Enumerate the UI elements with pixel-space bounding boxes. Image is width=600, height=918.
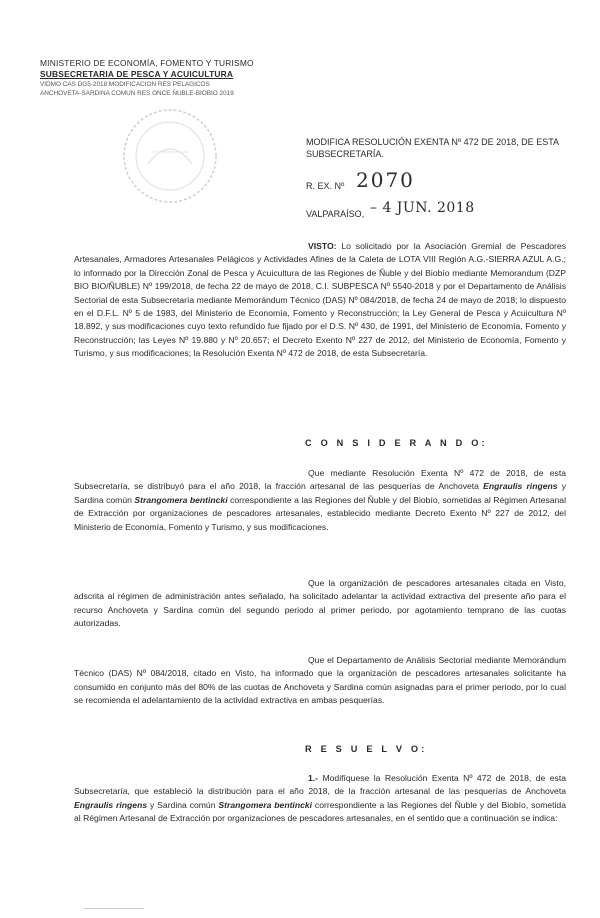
visto-label: VISTO:: [308, 241, 337, 251]
species-name-sardina: Strangomera bentincki: [218, 799, 313, 810]
resuelvo-heading: R E S U E L V O:: [305, 744, 428, 754]
ministry-name: MINISTERIO DE ECONOMÍA, FOMENTO Y TURISMO: [40, 58, 254, 68]
page-bottom-mark: [84, 908, 144, 909]
species-name-anchoveta: Engraulis ringens: [483, 481, 558, 492]
ministry-header: [40, 58, 270, 98]
resolution-number: 2070: [356, 168, 415, 192]
resolution-subject: MODIFICA RESOLUCIÓN EXENTA Nº 472 DE 2018, DE ESTA SUBSECRETARÍA.: [306, 137, 559, 159]
visto-text: Lo solicitado por la Asociación Gremial de Pescadores Artesanales, Armadores Artesanales Pelágicos y Actividades Afines de la Caleta de LOTA VIII Región A.G.-SIERRA AZUL A.G.; lo informado por la Dirección Zonal de Pesca y Acuicultura de las Regiones de Ñuble y del Biobío mediante Memorandum (DZP BIO BIO/ÑUBLE) Nº 199/2018, de fecha 22 de mayo de 2018, C.I. SUBPESCA Nº 5540-2018 y por el Departamento de Análisis Sectorial de esta Subsecretaría mediante Memorándum Técnico (DAS) Nº 084/2018, de fecha 24 de mayo de 2018; lo dispuesto en el D.F.L. Nº 5 de 1983, del Ministerio de Economía, Fomento y Reconstrucción; la Ley General de Pesca y Acuicultura Nº 18.892, y sus modificaciones cuyo texto refundido fue fijado por el D.S. Nº 430, de 1991, del Ministerio de Economía, Fomento y Reconstrucción; las Leyes Nº 19.880 y Nº 20.657; el Decreto Exento Nº 227 de 2012, del Ministerio de Economía, Fomento y Turismo, y sus modificaciones; la Resolución Exenta Nº 472 de 2018, de esta Subsecretaría.: [74, 241, 566, 359]
official-seal-stamp: [118, 104, 222, 208]
file-reference-line-2: ANCHOVETA-SARDINA COMUN RES ONCE ÑUBLE-BIOBIO 2019: [40, 90, 234, 97]
considerando-heading: C O N S I D E R A N D O:: [305, 438, 488, 448]
visto-paragraph: [74, 240, 566, 361]
considerando-paragraph-2: Que la organización de pescadores artesanales citada en Visto, adscrita al régimen de administración antes señalado, ha solicitado adelantar la actividad extractiva del presente año para el recurso Anchoveta y Sardina común del segundo periodo al primer periodo, por agotamiento temprano de las cuotas autorizadas.: [74, 578, 566, 629]
resolution-number-label: R. EX. Nº: [306, 181, 345, 191]
species-name-sardina: Strangomera bentincki: [134, 494, 228, 505]
resuelvo-item-number: 1.-: [308, 773, 319, 783]
resolution-date: – 4 JUN. 2018: [370, 200, 475, 216]
resuelvo-paragraph-1: 1.- Modifíquese la Resolución Exenta Nº 472 de 2018, de esta Subsecretaría, que estableció la distribución para el año 2018, de la fracción artesanal de las pesquerías de Anchoveta Engraulis ringens y Sardina común Strangomera bentincki correspondiente a las Regiones del Ñuble y del Biobío, sometida al Régimen Artesanal de Extracción por organizaciones de pescadores artesanales, en el sentido que a continuación se indica:: [74, 773, 566, 824]
undersecretariat-name: SUBSECRETARIA DE PESCA Y ACUICULTURA: [40, 69, 234, 79]
place-label: VALPARAÍSO,: [306, 209, 365, 219]
file-reference-line-1: VIDMO CAS DG5-2018 MODIFICACION RES PELAGICOS: [40, 81, 210, 88]
species-name-anchoveta: Engraulis ringens: [74, 799, 148, 810]
considerando-paragraph-1: Que mediante Resolución Exenta Nº 472 de 2018, de esta Subsecretaría, se distribuyó para el año 2018, la fracción artesanal de las pesquerías de Anchoveta Engraulis ringens y Sardina común Strangomera bentincki correspondiente a las Regiones del Ñuble y del Biobío, sometidas al Régimen Artesanal de Extracción por organizaciones de pescadores artesanales, establecido mediante Decreto Exento Nº 227 de 2012, del Ministerio de Economía, Fomento y Turismo, y sus modificaciones.: [74, 468, 566, 532]
considerando-paragraph-3: Que el Departamento de Análisis Sectorial mediante Memorándum Técnico (DAS) Nº 084/2018, citado en Visto, ha informado que la organización de pescadores artesanales solicitante ha consumido en conjunto más del 80% de las cuotas de Anchoveta y Sardina común asignadas para el primer periodo, por lo cual se recomienda el adelantamiento de la actividad extractiva en ambas pesquerías.: [74, 655, 566, 706]
